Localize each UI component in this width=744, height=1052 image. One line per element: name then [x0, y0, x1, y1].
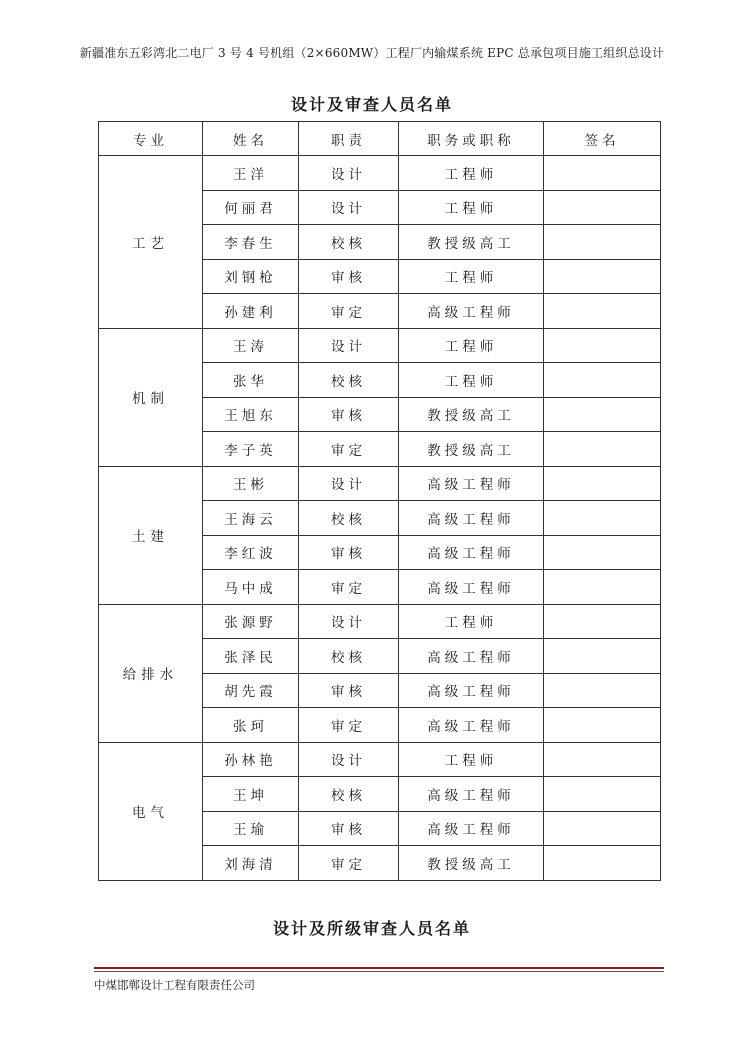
signature-cell — [544, 432, 661, 467]
signature-cell — [544, 501, 661, 536]
title-cell: 教授级高工 — [399, 397, 544, 432]
header-row — [99, 122, 661, 156]
page-title: 设计及审查人员名单 — [290, 95, 453, 114]
duty-cell: 审定 — [299, 294, 399, 329]
signature-cell — [544, 466, 661, 501]
signature-cell — [544, 570, 661, 605]
duty-cell: 审定 — [299, 432, 399, 467]
table-header — [99, 122, 661, 156]
duty-cell: 审核 — [299, 673, 399, 708]
name-cell: 张珂 — [203, 708, 299, 743]
column-header-name: 姓名 — [203, 122, 299, 156]
discipline-cell: 给排水 — [99, 604, 203, 742]
duty-cell: 设计 — [299, 742, 399, 777]
duty-cell: 设计 — [299, 190, 399, 225]
name-cell: 王旭东 — [203, 397, 299, 432]
name-cell: 马中成 — [203, 570, 299, 605]
signature-cell — [544, 294, 661, 329]
title-cell: 高级工程师 — [399, 639, 544, 674]
signature-cell — [544, 811, 661, 846]
column-header-title: 职务或职称 — [399, 122, 544, 156]
signature-cell — [544, 604, 661, 639]
discipline-cell: 工艺 — [99, 156, 203, 329]
duty-cell: 校核 — [299, 225, 399, 260]
discipline-cell: 机制 — [99, 328, 203, 466]
title-cell: 高级工程师 — [399, 673, 544, 708]
signature-cell — [544, 846, 661, 881]
discipline-cell: 电气 — [99, 742, 203, 880]
name-cell: 王瑜 — [203, 811, 299, 846]
discipline-cell: 土建 — [99, 466, 203, 604]
title-cell: 教授级高工 — [399, 432, 544, 467]
title-cell: 工程师 — [399, 156, 544, 191]
table-body — [99, 156, 661, 881]
name-cell: 胡先霞 — [203, 673, 299, 708]
section-title: 设计及所级审查人员名单 — [272, 919, 471, 938]
duty-cell: 审定 — [299, 708, 399, 743]
footer-divider-thin — [94, 971, 664, 972]
duty-cell: 审定 — [299, 570, 399, 605]
title-cell: 工程师 — [399, 363, 544, 398]
title-cell: 高级工程师 — [399, 294, 544, 329]
signature-cell — [544, 225, 661, 260]
name-cell: 王海云 — [203, 501, 299, 536]
title-cell: 工程师 — [399, 328, 544, 363]
signature-cell — [544, 156, 661, 191]
duty-cell: 审核 — [299, 397, 399, 432]
footer-company: 中煤邯郸设计工程有限责任公司 — [94, 978, 255, 992]
signature-cell — [544, 535, 661, 570]
name-cell: 李红波 — [203, 535, 299, 570]
duty-cell: 审定 — [299, 846, 399, 881]
title-cell: 教授级高工 — [399, 846, 544, 881]
signature-cell — [544, 673, 661, 708]
name-cell: 王涛 — [203, 328, 299, 363]
duty-cell: 校核 — [299, 363, 399, 398]
signature-cell — [544, 397, 661, 432]
title-cell: 教授级高工 — [399, 225, 544, 260]
duty-cell: 审核 — [299, 811, 399, 846]
title-cell: 工程师 — [399, 190, 544, 225]
table-row — [99, 156, 661, 191]
signature-cell — [544, 190, 661, 225]
name-cell: 何丽君 — [203, 190, 299, 225]
name-cell: 刘海清 — [203, 846, 299, 881]
name-cell: 王洋 — [203, 156, 299, 191]
footer-divider — [94, 967, 664, 969]
duty-cell: 设计 — [299, 156, 399, 191]
duty-cell: 设计 — [299, 604, 399, 639]
name-cell: 王坤 — [203, 777, 299, 812]
name-cell: 张华 — [203, 363, 299, 398]
title-cell: 高级工程师 — [399, 570, 544, 605]
duty-cell: 校核 — [299, 777, 399, 812]
duty-cell: 审核 — [299, 259, 399, 294]
signature-cell — [544, 328, 661, 363]
name-cell: 张源野 — [203, 604, 299, 639]
column-header-duty: 职责 — [299, 122, 399, 156]
title-cell: 高级工程师 — [399, 466, 544, 501]
signature-cell — [544, 777, 661, 812]
personnel-table — [98, 121, 661, 881]
signature-cell — [544, 708, 661, 743]
name-cell: 张泽民 — [203, 639, 299, 674]
table-row — [99, 604, 661, 639]
duty-cell: 审核 — [299, 535, 399, 570]
name-cell: 王彬 — [203, 466, 299, 501]
page-header: 新疆准东五彩湾北二电厂 3 号 4 号机组（2×660MW）工程厂内输煤系统 EPC 总承包项目施工组织总设计 — [79, 46, 665, 60]
title-cell: 高级工程师 — [399, 777, 544, 812]
duty-cell: 校核 — [299, 639, 399, 674]
table-row — [99, 328, 661, 363]
signature-cell — [544, 742, 661, 777]
column-header-signature: 签名 — [544, 122, 661, 156]
title-cell: 高级工程师 — [399, 501, 544, 536]
title-cell: 工程师 — [399, 259, 544, 294]
signature-cell — [544, 259, 661, 294]
table-row — [99, 742, 661, 777]
duty-cell: 设计 — [299, 466, 399, 501]
title-cell: 工程师 — [399, 742, 544, 777]
title-cell: 工程师 — [399, 604, 544, 639]
name-cell: 李子英 — [203, 432, 299, 467]
duty-cell: 设计 — [299, 328, 399, 363]
name-cell: 李春生 — [203, 225, 299, 260]
title-cell: 高级工程师 — [399, 811, 544, 846]
title-cell: 高级工程师 — [399, 708, 544, 743]
name-cell: 孙林艳 — [203, 742, 299, 777]
table-row — [99, 466, 661, 501]
column-header-discipline: 专业 — [99, 122, 203, 156]
signature-cell — [544, 639, 661, 674]
name-cell: 孙建利 — [203, 294, 299, 329]
duty-cell: 校核 — [299, 501, 399, 536]
signature-cell — [544, 363, 661, 398]
name-cell: 刘钢枪 — [203, 259, 299, 294]
title-cell: 高级工程师 — [399, 535, 544, 570]
